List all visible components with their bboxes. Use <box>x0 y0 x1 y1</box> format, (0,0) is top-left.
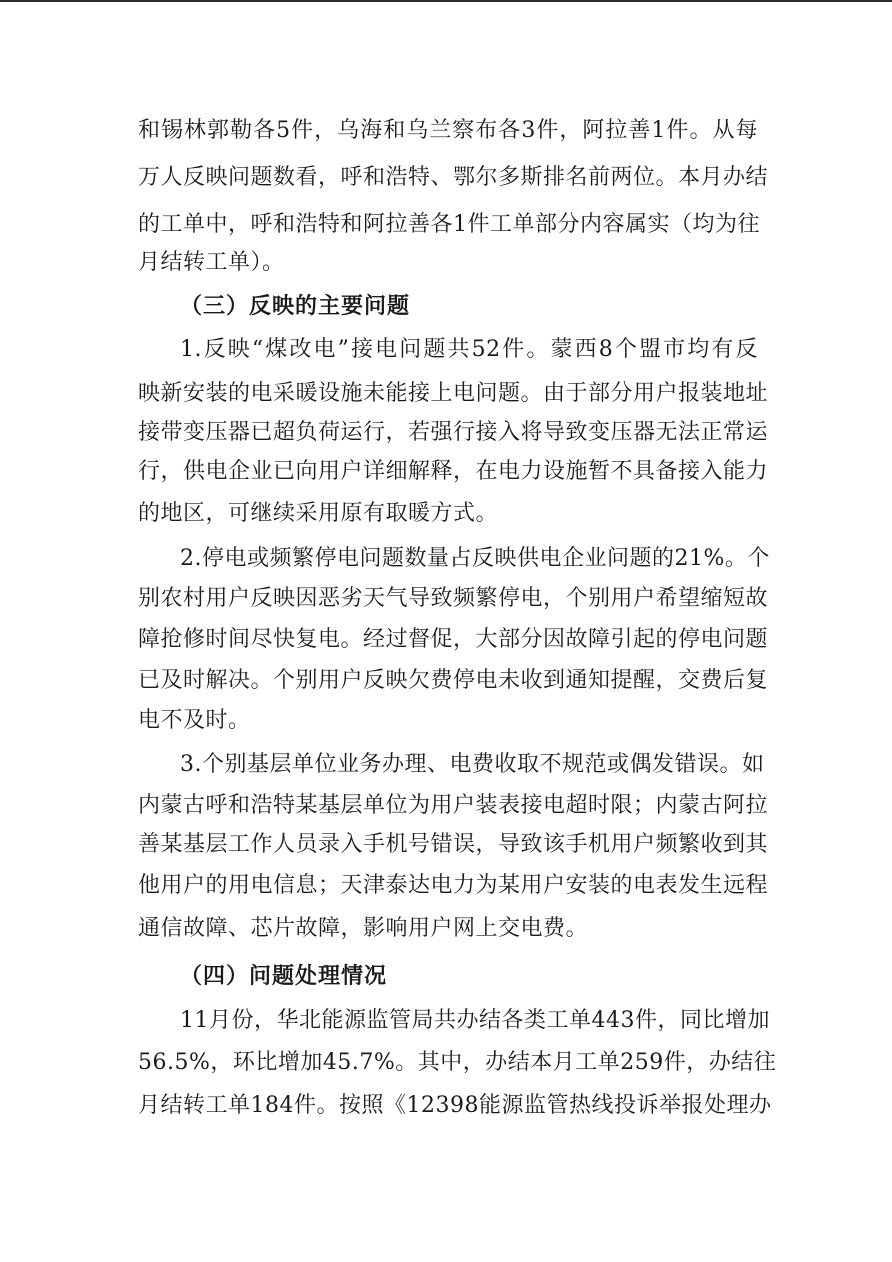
body-text-line: 电不及时。 <box>138 708 251 733</box>
body-text-line: 通信故障、芯片故障，影响用户网上交电费。 <box>138 916 589 941</box>
section-heading-main-issues: （三）反映的主要问题 <box>180 293 411 319</box>
body-text-line: 万人反映问题数看，呼和浩特、鄂尔多斯排名前两位。本月办结 <box>138 165 769 190</box>
body-text-line: 障抢修时间尽快复电。经过督促，大部分因故障引起的停电问题 <box>138 627 769 652</box>
body-text-line: 他用户的用电信息；天津泰达电力为某用户安装的电表发生远程 <box>138 873 769 898</box>
body-text-line: 行，供电企业已向用户详细解释，在电力设施暂不具备接入能力 <box>138 459 769 484</box>
body-text-line: 已及时解决。个别用户反映欠费停电未收到通知提醒，交费后复 <box>138 668 769 693</box>
body-text-line: 的地区，可继续采用原有取暖方式。 <box>138 501 499 526</box>
top-border-line <box>0 0 892 2</box>
body-text-line: 映新安装的电采暖设施未能接上电问题。由于部分用户报装地址 <box>138 381 769 406</box>
body-text-line: 月结转工单）。 <box>138 250 285 275</box>
body-text-line: 2.停电或频繁停电问题数量占反映供电企业问题的21%。个 <box>180 546 770 571</box>
body-text-line: 月结转工单184件。按照《12398能源监管热线投诉举报处理办 <box>138 1093 772 1118</box>
body-text-line: 3.个别基层单位业务办理、电费收取不规范或偶发错误。如 <box>180 752 765 777</box>
body-text-line: 56.5%，环比增加45.7%。其中，办结本月工单259件，办结往 <box>138 1050 777 1075</box>
body-text-line: 别农村用户反映因恶劣天气导致频繁停电，个别用户希望缩短故 <box>138 586 769 611</box>
body-text-line: 和锡林郭勒各5件，乌海和乌兰察布各3件，阿拉善1件。从每 <box>138 118 758 143</box>
body-text-line: 1.反映“煤改电”接电问题共52件。蒙西8个盟市均有反 <box>180 337 758 362</box>
body-text-line: 接带变压器已超负荷运行，若强行接入将导致变压器无法正常运 <box>138 420 769 445</box>
body-text-line: 内蒙古呼和浩特某基层单位为用户装表接电超时限；内蒙古阿拉 <box>138 793 769 818</box>
body-text-line: 11月份，华北能源监管局共办结各类工单443件，同比增加 <box>180 1008 770 1033</box>
section-heading-handling-status: （四）问题处理情况 <box>180 963 388 989</box>
body-text-line: 善某基层工作人员录入手机号错误，导致该手机用户频繁收到其 <box>138 832 769 857</box>
body-text-line: 的工单中，呼和浩特和阿拉善各1件工单部分内容属实（均为往 <box>138 212 760 237</box>
